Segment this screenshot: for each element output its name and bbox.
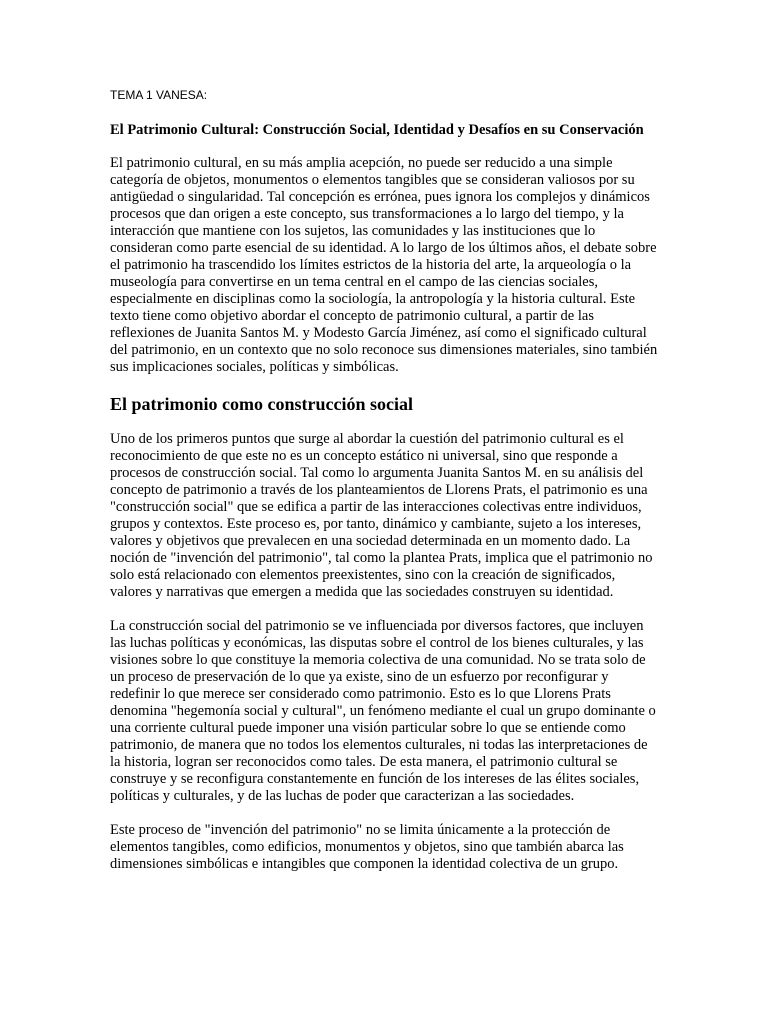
body-paragraph-3: Este proceso de "invención del patrimonio" no se limita únicamente a la protección de elementos tangibles, como edificios, monumentos y objetos, sino que también abarca las dimensiones simbólicas e intangibles que componen la identidad colectiva de un grupo. (110, 822, 624, 872)
document-title: El Patrimonio Cultural: Construcción Social, Identidad y Desafíos en su Conservación (110, 122, 644, 138)
intro-paragraph: El patrimonio cultural, en su más amplia acepción, no puede ser reducido a una simple categoría de objetos, monumentos o elementos tangibles que se consideran valiosos por su antigüedad o singularidad. Tal concepción es errónea, pues ignora los complejos y dinámicos procesos que dan origen a este concepto, sus transformaciones a lo largo del tiempo, y la interacción que mantiene con los sujetos, las comunidades y las instituciones que lo consideran como parte esencial de su identidad. A lo largo de los últimos años, el debate sobre el patrimonio ha trascendido los límites estrictos de la historia del arte, la arqueología o la museología para convertirse en un tema central en el campo de las ciencias sociales, especialmente en disciplinas como la sociología, la antropología y la historia cultural. Este texto tiene como objetivo abordar el concepto de patrimonio cultural, a partir de las reflexiones de Juanita Santos M. y Modesto García Jiménez, así como el significado cultural del patrimonio, en un contexto que no solo reconoce sus dimensiones materiales, sino también sus implicaciones sociales, políticas y simbólicas. (110, 155, 658, 375)
body-paragraph-2: La construcción social del patrimonio se ve influenciada por diversos factores, que incluyen las luchas políticas y económicas, las disputas sobre el control de los bienes culturales, y las visiones sobre lo que constituye la memoria colectiva de una comunidad. No se trata solo de un proceso de preservación de lo que ya existe, sino de un esfuerzo por reconfigurar y redefinir lo que merece ser considerado como patrimonio. Esto es lo que Llorens Prats denomina "hegemonía social y cultural", un fenómeno mediante el cual un grupo dominante o una corriente cultural puede imponer una visión particular sobre lo que se entiende como patrimonio, de manera que no todos los elementos culturales, ni todas las interpretaciones de la historia, logran ser reconocidos como tales. De esta manera, el patrimonio cultural se construye y se reconfigura constantemente en función de los intereses de las élites sociales, políticas y culturales, y de las luchas de poder que caracterizan a las sociedades. (110, 618, 656, 804)
body-paragraph-1: Uno de los primeros puntos que surge al abordar la cuestión del patrimonio cultural es el reconocimiento de que este no es un concepto estático ni universal, sino que responde a procesos de construcción social. Tal como lo argumenta Juanita Santos M. en su análisis del concepto de patrimonio a través de los planteamientos de Llorens Prats, el patrimonio es una "construcción social" que se edifica a partir de las interacciones colectivas entre individuos, grupos y contextos. Este proceso es, por tanto, dinámico y cambiante, sujeto a los intereses, valores y objetivos que prevalecen en una sociedad determinada en un momento dado. La noción de "invención del patrimonio", tal como la plantea Prats, implica que el patrimonio no solo está relacionado con elementos preexistentes, sino con la creación de significados, valores y narrativas que emergen a medida que las sociedades construyen su identidad. (110, 431, 653, 600)
section-heading: El patrimonio como construcción social (110, 394, 413, 414)
document-body (110, 122, 660, 890)
document-label: TEMA 1 VANESA: (110, 88, 208, 102)
